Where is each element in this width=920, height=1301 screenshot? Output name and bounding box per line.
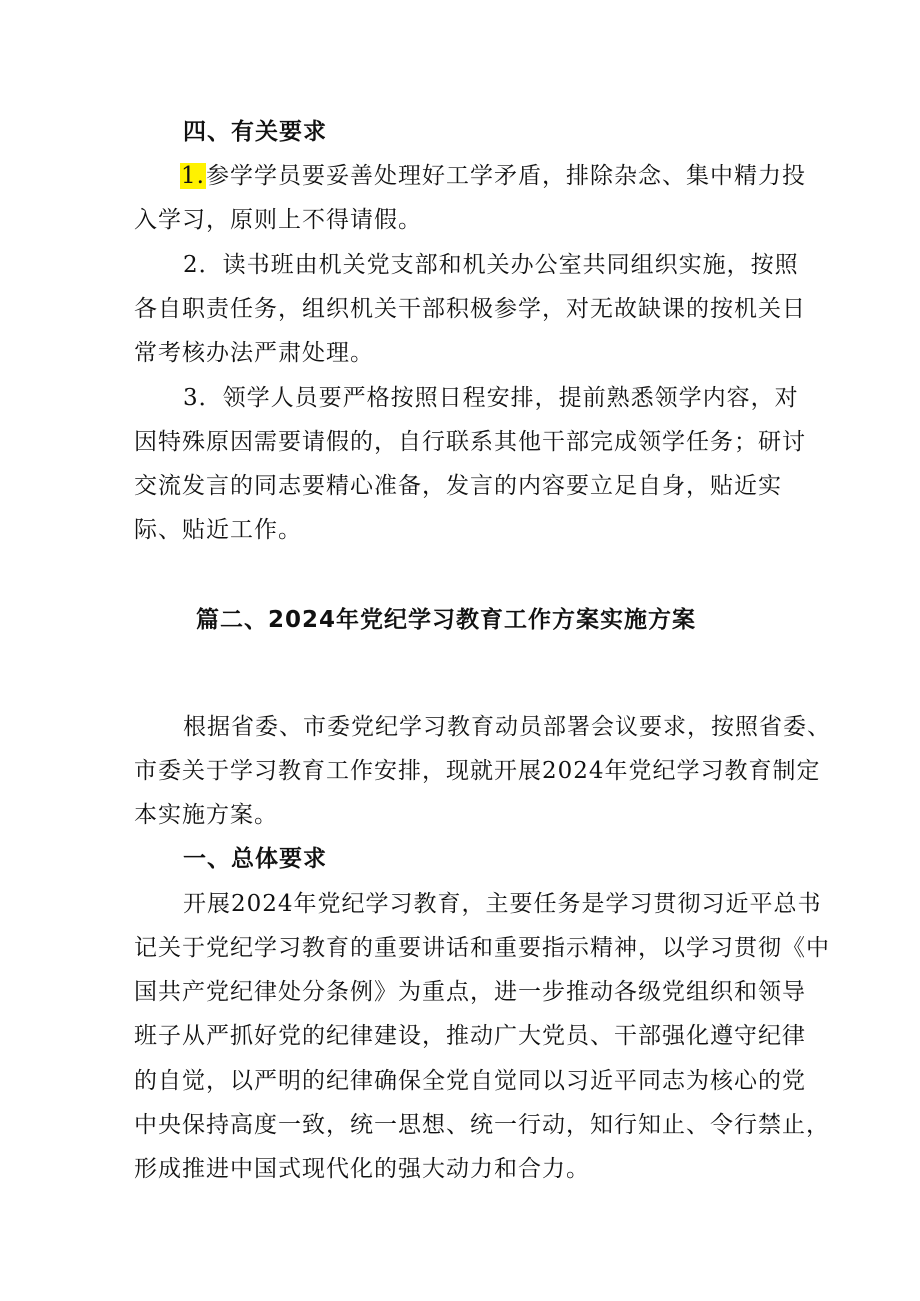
paragraph-line: 的自觉，以严明的纪律确保全党自觉同以习近平同志为核心的党: [134, 1068, 806, 1094]
paragraph-line: 各自职责任务，组织机关干部积极参学，对无故缺课的按机关日: [134, 296, 806, 322]
paragraph-line: 记关于党纪学习教育的重要讲话和重要指示精神，以学习贯彻《中: [134, 935, 830, 961]
section-heading: 一、总体要求: [183, 846, 327, 872]
paragraph-line: 本实施方案。: [134, 802, 278, 828]
paragraph-line: 形成推进中国式现代化的强大动力和合力。: [134, 1156, 590, 1182]
paragraph-line: 因特殊原因需要请假的，自行联系其他干部完成领学任务；研讨: [134, 429, 806, 455]
paragraph-line: 交流发言的同志要精心准备，发言的内容要立足自身，贴近实: [134, 473, 782, 499]
paragraph-line: 入学习，原则上不得请假。: [134, 207, 422, 233]
paragraph-line: 常考核办法严肃处理。: [134, 340, 374, 366]
paragraph-line: [180, 161, 806, 191]
section-heading: 四、有关要求: [183, 119, 327, 145]
paragraph-line: 际、贴近工作。: [134, 517, 302, 543]
paragraph-line: 中央保持高度一致，统一思想、统一行动，知行知止、令行禁止，: [134, 1112, 830, 1138]
paragraph-line: 开展2024年党纪学习教育，主要任务是学习贯彻习近平总书: [183, 891, 822, 917]
paragraph-line: 根据省委、市委党纪学习教育动员部署会议要求，按照省委、: [183, 714, 831, 740]
highlighted-number: 1.: [181, 163, 205, 189]
part-title: 篇二、2024年党纪学习教育工作方案实施方案: [196, 607, 697, 633]
paragraph-line: 3．领学人员要严格按照日程安排，提前熟悉领学内容，对: [183, 385, 799, 411]
paragraph-line: 2．读书班由机关党支部和机关办公室共同组织实施，按照: [183, 252, 799, 278]
paragraph-line: 班子从严抓好党的纪律建设，推动广大党员、干部强化遵守纪律: [134, 1023, 806, 1049]
paragraph-line: 市委关于学习教育工作安排，现就开展2024年党纪学习教育制定: [134, 758, 821, 784]
paragraph-text: 参学学员要妥善处理好工学矛盾，排除杂念、集中精力投: [205, 163, 806, 189]
paragraph-line: 国共产党纪律处分条例》为重点，进一步推动各级党组织和领导: [134, 979, 806, 1005]
